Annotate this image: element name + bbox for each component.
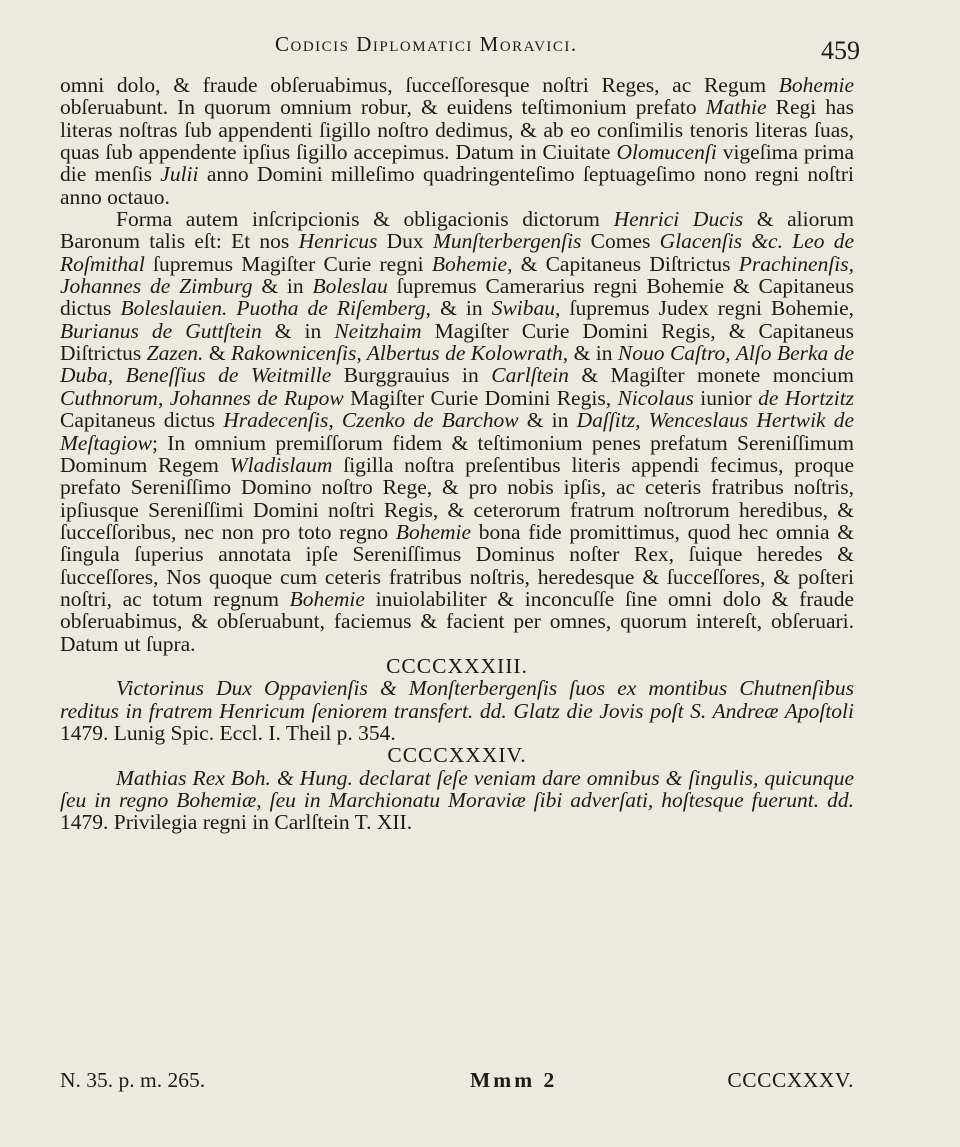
- page-number: 459: [821, 36, 860, 65]
- running-title: Codicis Diplomatici Moravici.: [275, 32, 578, 56]
- signature-mark: Mmm 2: [470, 1068, 558, 1092]
- page-header: [60, 26, 860, 66]
- footer-reference: N. 35. p. m. 265.: [60, 1068, 206, 1092]
- document-summary: Victorinus Dux Oppavienſis & Monſterbergenſis ſuos ex montibus Chutnenſibus reditus in fratrem Henricum ſeniorem transfert. dd. Glatz die Jovis poſt S. Andreæ Apoſtoli 1479. Lunig Spic. Eccl. I. Theil p. 354.: [60, 676, 854, 745]
- paragraph-closing: omni dolo, & fraude obſeruabimus, ſucceſſoresque noſtri Reges, ac Regum Bohemie obſeruabunt. In quorum omnium robur, & euidens teſtimonium prefato Mathie Regi has literas noſtras ſub appendenti ſigillo noſtro dedimus, & ab eo conſimilis tenoris literas ſuas, quas ſub appendente ipſius ſigillo accepimus. Datum in Ciuitate Olomucenſi vigeſima prima die menſis Julii anno Domini milleſimo quadringenteſimo ſeptuageſimo nono regni noſtri anno octauo.: [60, 73, 855, 209]
- document-summary: Mathias Rex Boh. & Hung. declarat ſeſe veniam dare omnibus & ſingulis, quicunque ſeu in regno Bohemiæ, ſeu in Marchionatu Moraviæ ſibi adverſati, hoſtesque fuerunt. dd. 1479. Privilegia regni in Carlſtein T. XII.: [60, 765, 854, 835]
- page-footer: [60, 1068, 854, 1098]
- body-text: [60, 74, 854, 834]
- paragraph-inscription: Forma autem inſcripcionis & obligacionis dictorum Henrici Ducis & aliorum Baronum talis eſt: Et nos Henricus Dux Munſterbergenſis Comes Glacenſis &c. Leo de Roſmithal ſupremus Magiſter Curie regni Bohemie, & Capitaneus Diſtrictus Prachinenſis, Johannes de Zimburg & in Boleslau ſupremus Camerarius regni Bohemie & Capitaneus dictus Boleslauien. Puotha de Riſemberg, & in Swibau, ſupremus Judex regni Bohemie, Burianus de Guttſtein & in Neitzhaim Magiſter Curie Domini Regis, & Capitaneus Diſtrictus Zazen. & Rakownicenſis, Albertus de Kolowrath, & in Nouo Caſtro, Alſo Berka de Duba, Beneſſius de Weitmille Burggrauius in Carlſtein & Magiſter monete moncium Cuthnorum, Johannes de Rupow Magiſter Curie Domini Regis, Nicolaus iunior de Hortzitz Capitaneus dictus Hradecenſis, Czenko de Barchow & in Daſſitz, Wenceslaus Hertwik de Meſtagiow; In omnium premiſſorum fidem & teſtimonium penes prefatum Sereniſſimum Dominum Regem Wladislaum ſigilla noſtra preſentibus literis appendi fecimus, proque prefato Sereniſſimo Domino noſtro Rege, & pro nobis ipſis, ac ceteris fratribus noſtris, ipſiusque Sereniſſimi Domini noſtri Regis, & ceterorum fratrum noſtrorum heredibus, & ſucceſſoribus, nec non pro toto regno Bohemie bona fide promittimus, quod hec omnia & ſingula ſuperius annotata ipſe Sereniſſimus Dominus noſter Rex, ſuique heredes & ſucceſſores, Nos quoque cum ceteris fratribus noſtris, heredesque & ſucceſſores, & poſteri noſtri, ac totum regnum Bohemie inuiolabiliter & inconcuſſe ſine omni dolo & fraude obſeruabimus, & obſeruabunt, faciemus & facient per omnes, quorum intereſt, obſeruari. Datum ut ſupra.: [60, 207, 855, 656]
- document-number-heading: CCCCXXXIII.: [386, 653, 528, 678]
- document-number-heading: CCCCXXXIV.: [387, 743, 527, 768]
- catchword: CCCCXXXV.: [727, 1068, 854, 1092]
